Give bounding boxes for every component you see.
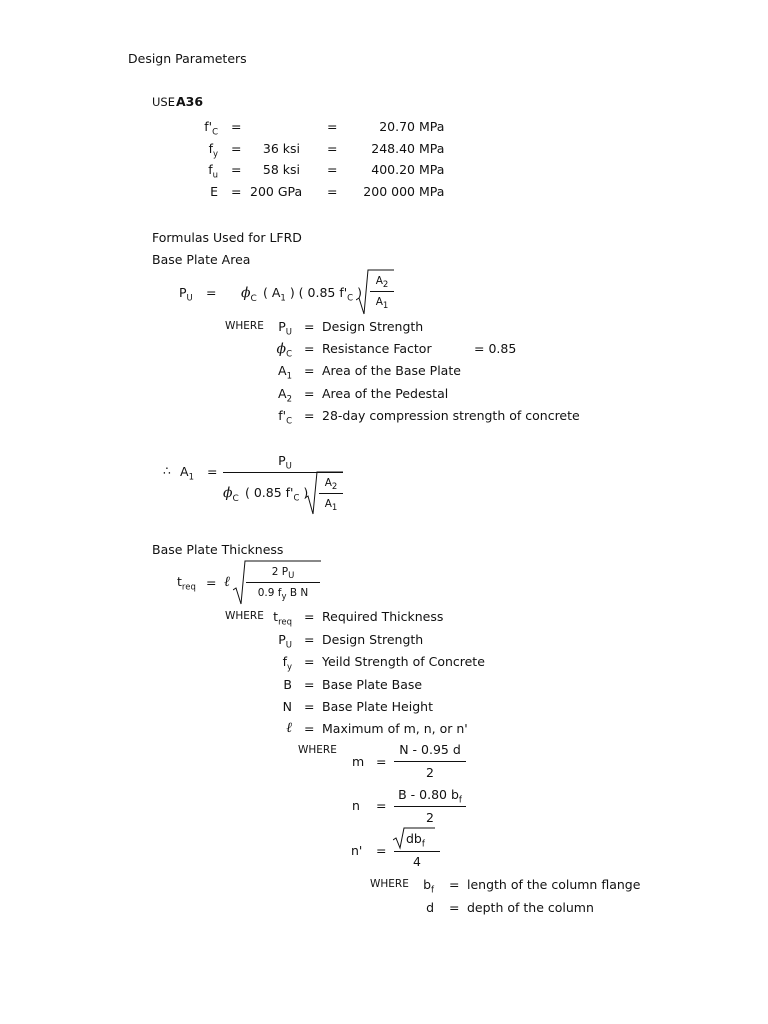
np-den: 4: [413, 854, 421, 869]
given-value: 36 ksi: [262, 141, 300, 156]
area-phi: $\phi_C$: [241, 285, 257, 304]
symbol: $f_y$: [282, 654, 292, 673]
property-value: 20.70: [379, 119, 415, 134]
m-den: 2: [426, 765, 434, 780]
definition-symbol: [262, 321, 292, 337]
fraction-bar: [370, 291, 394, 292]
fraction-bar: [246, 582, 320, 583]
treq-rad-num: 2 $P_U$: [271, 566, 295, 582]
symbol: N: [282, 699, 292, 714]
symbol: $b_f$: [423, 877, 434, 896]
treq-rad-den: 0.9 $f_y$ B N: [257, 587, 309, 603]
n-num: B - 0.80 $b_f$: [398, 787, 462, 806]
definition-symbol: [262, 410, 292, 426]
symbol: ℓ: [286, 720, 292, 736]
n-den: 2: [426, 810, 434, 825]
a1-den-phi: $\phi_C$: [223, 485, 239, 504]
m-num: N - 0.95 d: [399, 742, 461, 757]
equals-sign: =: [304, 319, 315, 334]
area-rad-num: $A_2$: [375, 275, 389, 291]
ell-symbol: ℓ: [224, 574, 230, 590]
given-value: 200 GPa: [250, 184, 303, 199]
definition-text: depth of the column: [467, 900, 594, 915]
definition-text: length of the column flange: [467, 877, 641, 892]
n-eq: =: [376, 798, 387, 813]
area-eq: =: [206, 285, 217, 300]
np-eq: =: [376, 843, 387, 858]
equals-sign: =: [327, 162, 338, 177]
m-eq: =: [376, 754, 387, 769]
area-rhs: ( $A_1$ ) ( 0.85 $f'_C$ ): [263, 285, 362, 304]
equals-sign: =: [327, 184, 338, 199]
equals-sign: =: [304, 654, 315, 669]
property-symbol: [196, 186, 218, 199]
symbol: $f_y$: [208, 141, 218, 160]
equals-sign: =: [304, 363, 315, 378]
n-lhs: n: [352, 798, 360, 813]
page-title: Design Parameters: [128, 51, 247, 66]
where-label: WHERE: [298, 744, 337, 756]
definition-symbol: [262, 656, 292, 672]
equals-sign: =: [449, 877, 460, 892]
area-heading: Base Plate Area: [152, 252, 251, 267]
equals-sign: =: [327, 119, 338, 134]
unit-label: MPa: [419, 184, 445, 199]
definition-symbol: [262, 634, 292, 650]
symbol: $t_{req}$: [273, 609, 292, 628]
symbol: $A_1$: [278, 363, 292, 382]
property-symbol: [196, 121, 218, 137]
where-label: WHERE: [370, 878, 409, 890]
definition-text: Base Plate Base: [322, 677, 423, 692]
symbol: $f'_C$: [278, 408, 292, 427]
symbol: $P_U$: [278, 632, 292, 651]
symbol: B: [283, 677, 292, 692]
equals-sign: =: [304, 341, 315, 356]
property-value: 248.40: [371, 141, 415, 156]
equals-sign: =: [304, 408, 315, 423]
definition-text: Yeild Strength of Concrete: [322, 654, 485, 669]
equals-sign: =: [327, 141, 338, 156]
np-num: $db_f$: [406, 831, 425, 850]
equals-sign: =: [304, 721, 315, 736]
where-label: WHERE: [225, 610, 264, 622]
definition-symbol: [410, 879, 434, 895]
definition-symbol: [262, 342, 292, 359]
fraction-bar: [394, 851, 440, 852]
m-lhs: m: [352, 754, 365, 769]
equals-sign: =: [304, 609, 315, 624]
area-lhs: $P_U$: [179, 285, 193, 304]
definition-text: 28-day compression strength of concrete: [322, 408, 580, 423]
definition-text: Area of the Base Plate: [322, 363, 461, 378]
thickness-heading: Base Plate Thickness: [152, 542, 284, 557]
fraction-bar: [394, 761, 466, 762]
formulas-heading: Formulas Used for LFRD: [152, 230, 302, 245]
where-label: WHERE: [225, 320, 264, 332]
definition-text: Resistance Factor: [322, 341, 432, 356]
definition-text: Maximum of m, n, or n': [322, 721, 468, 736]
equals-sign: =: [231, 119, 242, 134]
steel-grade: A36: [176, 94, 204, 109]
use-label: USE: [152, 95, 175, 109]
definition-symbol: [262, 611, 292, 627]
definition-symbol: [262, 679, 292, 692]
a1-eq: =: [207, 464, 218, 479]
property-value: 200 000: [363, 184, 415, 199]
fraction-bar: [394, 806, 466, 807]
a1-den-rad-den: $A_1$: [324, 498, 338, 514]
area-rad-den: $A_1$: [375, 296, 389, 312]
definition-symbol: [262, 388, 292, 404]
a1-numerator: $P_U$: [278, 453, 292, 472]
equals-sign: =: [304, 632, 315, 647]
definition-symbol: [410, 902, 434, 915]
symbol: $P_U$: [278, 319, 292, 338]
a1-den-text: ( 0.85 $f'_C$ ): [245, 485, 309, 504]
definition-text: Design Strength: [322, 632, 424, 647]
treq-eq: =: [206, 575, 217, 590]
symbol: $\phi_C$: [276, 341, 292, 360]
property-value: 400.20: [371, 162, 415, 177]
definition-text: Area of the Pedestal: [322, 386, 449, 401]
symbol: $A_2$: [278, 386, 292, 405]
definition-symbol: [262, 701, 292, 714]
definition-text: Design Strength: [322, 319, 424, 334]
therefore-symbol: ∴: [163, 463, 171, 478]
equals-sign: =: [304, 386, 315, 401]
treq-lhs: $t_{req}$: [177, 574, 196, 593]
equals-sign: =: [231, 141, 242, 156]
definition-extra: = 0.85: [474, 341, 517, 356]
equals-sign: =: [231, 162, 242, 177]
fraction-bar: [319, 493, 343, 494]
symbol: $f_u$: [208, 162, 218, 181]
definition-symbol: [262, 365, 292, 381]
symbol: d: [426, 900, 434, 915]
unit-label: MPa: [419, 141, 445, 156]
given-value: 58 ksi: [262, 162, 300, 177]
equals-sign: =: [449, 900, 460, 915]
symbol: $f'_C$: [204, 119, 218, 138]
definition-text: Base Plate Height: [322, 699, 433, 714]
equals-sign: =: [304, 677, 315, 692]
definition-text: Required Thickness: [322, 609, 444, 624]
unit-label: MPa: [419, 162, 445, 177]
equals-sign: =: [231, 184, 242, 199]
property-symbol: [196, 143, 218, 159]
symbol: E: [210, 184, 218, 199]
property-symbol: [196, 164, 218, 180]
unit-label: MPa: [419, 119, 445, 134]
a1-den-rad-num: $A_2$: [324, 477, 338, 493]
a1-lhs: $A_1$: [180, 464, 194, 483]
equals-sign: =: [304, 699, 315, 714]
np-lhs: n': [351, 843, 363, 858]
definition-symbol: [262, 721, 292, 735]
